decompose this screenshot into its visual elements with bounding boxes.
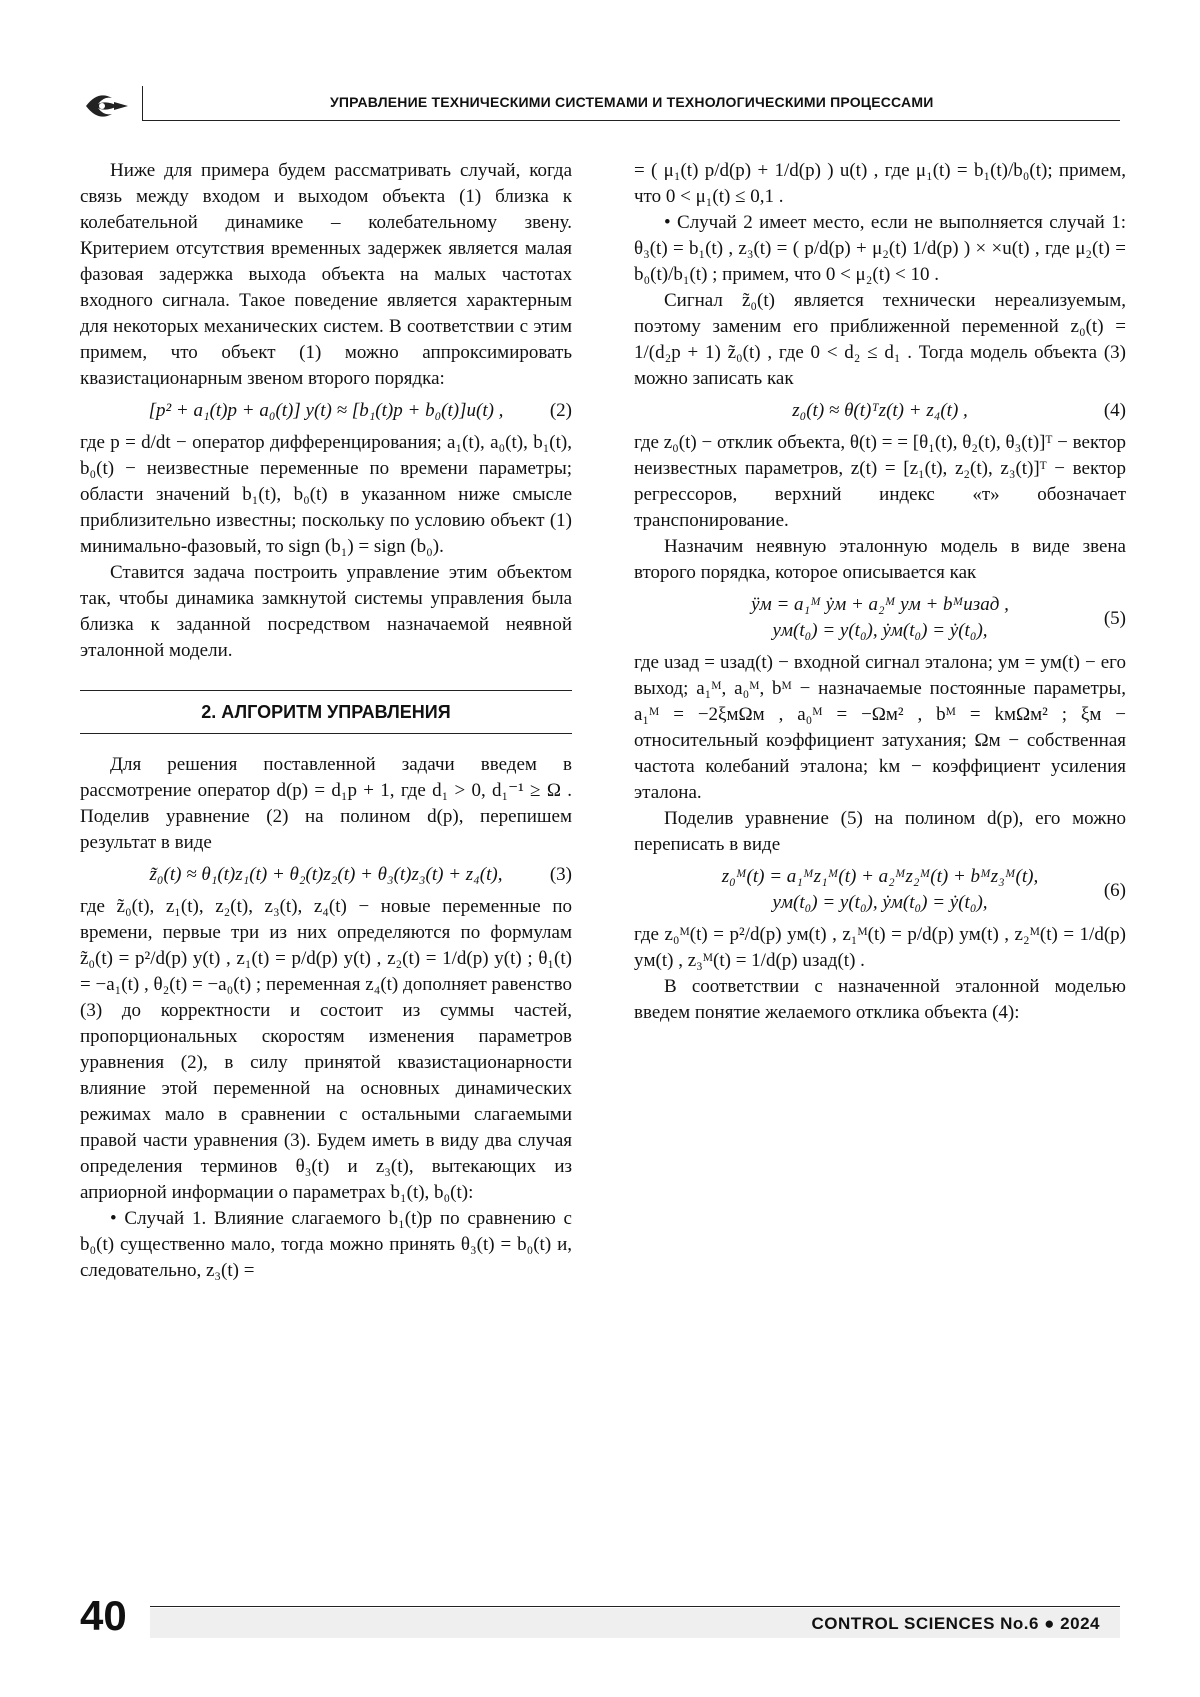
equation-text: z̃₀(t) ≈ θ₁(t)z₁(t) + θ₂(t)z₂(t) + θ₃(t)z₃(t) + z₄(t), [149, 864, 503, 885]
section-heading: 2. АЛГОРИТМ УПРАВЛЕНИЯ [80, 690, 572, 734]
paragraph: Сигнал z̃₀(t) является технически нереализуемым, поэтому заменим его приближенной переменной z₀(t) = 1/(d₂p + 1) z̃₀(t) , где 0 < d₂ ≤ d₁ . Тогда модель объекта (3) можно записать как [634, 290, 1126, 389]
equation-3 [80, 862, 572, 888]
paragraph: где z₀(t) − отклик объекта, θ(t) = = [θ₁(t), θ₂(t), θ₃(t)]ᵀ − вектор неизвестных параметров, z(t) = [z₁(t), z₂(t), z₃(t)]ᵀ − вектор регрессоров, верхний индекс «т» обозначает транспонирование. [634, 432, 1126, 531]
paragraph: где z̃₀(t), z₁(t), z₂(t), z₃(t), z₄(t) − новые переменные по времени, первые три из них определяются по формулам z̃₀(t) = p²/d(p) y(t) , z₁(t) = p/d(p) y(t) , z₂(t) = 1/d(p) y(t) ; θ₁(t) = −a₁(t) , θ₂(t) = −a₀(t) ; переменная z₄(t) дополняет равенство (3) до корректности и состоит из суммы частей, пропорциональных скоростям изменения параметров уравнения (2), в силу принятой квазистационарности влияние этой переменной на основных динамических режимах мало в сравнении с остальными слагаемыми правой части уравнения (3). Будем иметь в виду два случая определения терминов θ₃(t) и z₃(t), вытекающих из априорной информации о параметрах b₁(t), b₀(t): [80, 896, 572, 1203]
paragraph: Для решения поставленной задачи введем в рассмотрение оператор d(p) = d₁p + 1, где d₁ > 0, d₁⁻¹ ≥ Ω . Поделив уравнение (2) на полином d(p), перепишем результат в виде [80, 754, 572, 853]
paragraph: где uзад = uзад(t) − входной сигнал эталона; yм = yм(t) − его выход; a₁ᴹ, a₀ᴹ, bᴹ − назначаемые постоянные параметры, a₁ᴹ = −2ξмΩм , a₀ᴹ = −Ωм² , bᴹ = kмΩм² ; ξм − относительный коэффициент затухания; Ωм − собственная частота колебаний эталона; kм − коэффициент усиления эталона. [634, 652, 1126, 803]
paragraph: В соответствии с назначенной эталонной моделью введем понятие желаемого отклика объекта (4): [634, 976, 1126, 1023]
footer-rule [150, 1606, 1120, 1607]
journal-name: CONTROL SCIENCES No.6 ● 2024 [811, 1614, 1100, 1633]
header-divider [142, 86, 143, 120]
equation-text: ÿм = a₁ᴹ ẏм + a₂ᴹ yм + bᴹuзад , [751, 594, 1009, 615]
equation-text: [p² + a₁(t)p + a₀(t)] y(t) ≈ [b₁(t)p + b₀(t)]u(t) , [148, 400, 504, 421]
equation-text: z₀(t) ≈ θ(t)ᵀz(t) + z₄(t) , [792, 400, 968, 421]
equation-text: z₀ᴹ(t) = a₁ᴹz₁ᴹ(t) + a₂ᴹz₂ᴹ(t) + bᴹz₃ᴹ(t), [721, 866, 1039, 887]
equation-number: (6) [1103, 880, 1126, 901]
paragraph: = ( μ₁(t) p/d(p) + 1/d(p) ) u(t) , где μ₁(t) = b₁(t)/b₀(t); примем, что 0 < μ₁(t) ≤ 0,1 . [634, 160, 1126, 207]
paragraph: Назначим неявную эталонную модель в виде звена второго порядка, которое описывается как [634, 536, 1126, 583]
header-rule [142, 120, 1120, 121]
equation-number: (4) [1103, 400, 1126, 421]
page-footer [80, 1592, 1120, 1642]
page-number: 40 [80, 1592, 127, 1639]
paragraph: Ставится задача построить управление этим объектом так, чтобы динамика замкнутой системы управления была близка к заданной посредством назначаемой неявной эталонной модели. [80, 562, 572, 661]
equation-text: yм(t₀) = y(t₀), ẏм(t₀) = ẏ(t₀), [772, 892, 988, 913]
equation-number: (2) [549, 400, 572, 421]
equation-number: (5) [1103, 608, 1126, 629]
paragraph: Поделив уравнение (5) на полином d(p), его можно переписать в виде [634, 808, 1126, 855]
left-column [80, 158, 572, 1284]
right-column [634, 158, 1126, 1026]
journal-logo-icon [80, 88, 132, 124]
equation-2 [80, 398, 572, 424]
paragraph: Ниже для примера будем рассматривать случай, когда связь между входом и выходом объекта (1) близка к колебательной динамике – колебательному звену. Критерием отсутствия временных задержек является малая фазовая задержка выхода объекта на малых частотах входного сигнала. Такое поведение является характерным для некоторых механических систем. В соответствии с этим примем, что объект (1) можно аппроксимировать квазистационарным звеном второго порядка: [80, 160, 572, 389]
header-title: УПРАВЛЕНИЕ ТЕХНИЧЕСКИМИ СИСТЕМАМИ И ТЕХНОЛОГИЧЕСКИМИ ПРОЦЕССАМИ [330, 94, 934, 110]
paragraph: где z₀ᴹ(t) = p²/d(p) yм(t) , z₁ᴹ(t) = p/d(p) yм(t) , z₂ᴹ(t) = 1/d(p) yм(t) , z₃ᴹ(t) = 1/d(p) uзад(t) . [634, 924, 1126, 971]
equation-text: yм(t₀) = y(t₀), ẏм(t₀) = ẏ(t₀), [772, 620, 988, 641]
running-header [80, 78, 1120, 138]
equation-5 [634, 592, 1126, 644]
equation-6 [634, 864, 1126, 916]
equation-4 [634, 398, 1126, 424]
paragraph: • Случай 2 имеет место, если не выполняется случай 1: θ₃(t) = b₁(t) , z₃(t) = ( p/d(p) + μ₂(t) 1/d(p) ) × ×u(t) , где μ₂(t) = b₀(t)/b₁(t) ; примем, что 0 < μ₂(t) < 10 . [634, 212, 1126, 285]
equation-number: (3) [549, 864, 572, 885]
paragraph: • Случай 1. Влияние слагаемого b₁(t)p по сравнению с b₀(t) существенно мало, тогда можно принять θ₃(t) = b₀(t) и, следовательно, z₃(t) = [80, 1208, 572, 1281]
paragraph: где p = d/dt − оператор дифференцирования; a₁(t), a₀(t), b₁(t), b₀(t) − неизвестные переменные по времени параметры; области значений b₁(t), b₀(t) в указанном ниже смысле приблизительно известны; поскольку по условию объект (1) минимально-фазовый, то sign (b₁) = sign (b₀). [80, 432, 572, 557]
